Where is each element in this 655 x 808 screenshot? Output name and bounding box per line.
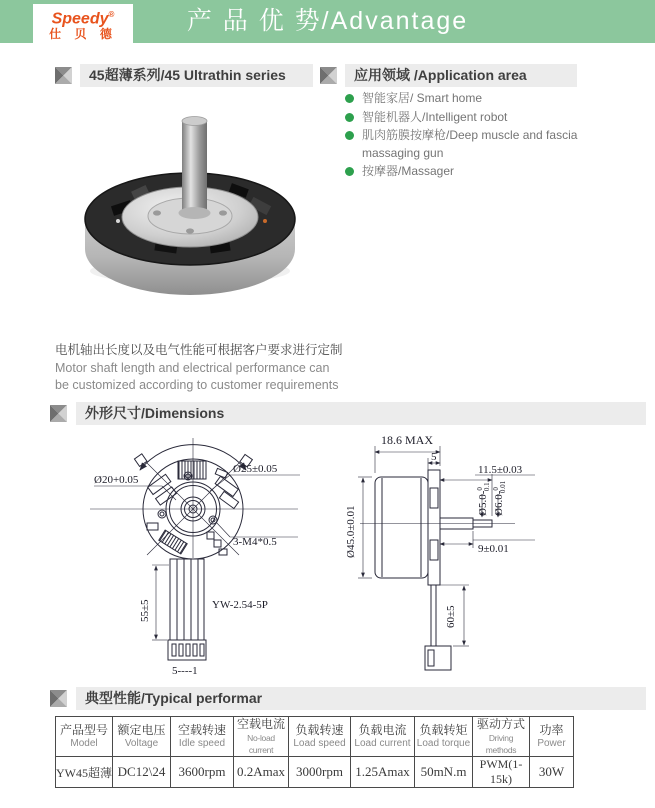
cell-idle-speed: 3600rpm (171, 757, 234, 788)
page-title: 产 品 优 势/Advantage (186, 7, 469, 35)
cell-driving-methods: PWM(1-15k) (473, 757, 530, 788)
cell-model: YW45超薄 (56, 757, 113, 788)
col-driving-methods: 驱动方式 Driving methods (473, 717, 530, 757)
diamond-icon (55, 67, 72, 84)
customization-note (55, 342, 343, 395)
dim-shaft-step: 9±0.01 (478, 543, 509, 555)
col-load-current: 负载电流 Load current (351, 717, 415, 757)
side-view-drawing (345, 428, 655, 686)
bullet-icon (345, 167, 354, 176)
dim-shaft-dia-large: Ø6.0-$^0$0.01 (492, 480, 507, 516)
col-power: 功率 Power (530, 717, 574, 757)
list-item: 智能家居/ Smart home (345, 90, 580, 108)
col-load-speed: 负载转速 Load speed (289, 717, 351, 757)
application-list (345, 90, 580, 182)
list-item: 肌肉筋膜按摩枪/Deep muscle and fascia massaging gun (345, 127, 580, 162)
page-header (0, 0, 655, 43)
dim-shaft-dia-small: Ø5.0-$^0$0.1 (476, 482, 491, 516)
dim-inner-diameter: Ø20+0.05 (94, 474, 139, 486)
dim-connector-type: YW-2.54-5P (212, 599, 268, 611)
col-model: 产品型号 Model (56, 717, 113, 757)
logo-brand-text: Speedy® (51, 10, 115, 28)
diamond-icon (320, 67, 337, 84)
cell-load-speed: 3000rpm (289, 757, 351, 788)
dim-body-diameter: Ø45.0±0.01 (345, 505, 357, 558)
performance-table (55, 716, 574, 788)
dim-outer-diameter: Ø25±0.05 (233, 463, 278, 475)
logo-chinese-text: 仕 贝 德 (49, 27, 117, 42)
dim-wire-length: 55±5 (139, 599, 151, 622)
col-voltage: 额定电压 Voltage (113, 717, 171, 757)
dim-wire-length-side: 60±5 (445, 605, 457, 628)
note-line-cn: 电机轴出长度以及电气性能可根据客户要求进行定制 (55, 343, 343, 357)
diamond-icon (50, 405, 67, 422)
dim-shaft-length: 11.5±0.03 (478, 464, 523, 476)
registered-mark: ® (108, 10, 115, 19)
table-header-row (56, 717, 574, 757)
list-item: 智能机器人/Intelligent robot (345, 109, 580, 127)
table-row (56, 757, 574, 788)
note-line-en2: be customized according to customer requirements (55, 378, 339, 392)
cell-voltage: DC12\24 (113, 757, 171, 788)
cell-no-load-current: 0.2Amax (234, 757, 289, 788)
col-idle-speed: 空载转速 Idle speed (171, 717, 234, 757)
list-item: 按摩器/Massager (345, 163, 580, 181)
dimensions-section-title: 外形尺寸/Dimensions (76, 402, 646, 425)
application-section-title: 应用领域 /Application area (345, 64, 577, 87)
cell-load-torque: 50mN.m (415, 757, 473, 788)
cell-load-current: 1.25Amax (351, 757, 415, 788)
bullet-icon (345, 94, 354, 103)
bullet-icon (345, 131, 354, 140)
diamond-icon (50, 690, 67, 707)
dim-body-width: 18.6 MAX (381, 433, 434, 447)
dim-screw-spec: 3-M4*0.5 (233, 536, 277, 548)
note-line-en1: Motor shaft length and electrical performance can (55, 360, 330, 375)
col-no-load-current: 空载电流 No-load current (234, 717, 289, 757)
performance-section-title: 典型性能/Typical performar (76, 687, 646, 710)
speedy-logo (33, 4, 133, 43)
col-load-torque: 负载转矩 Load torque (415, 717, 473, 757)
series-section-title: 45超薄系列/45 Ultrathin series (80, 64, 313, 87)
front-view-drawing (70, 430, 320, 685)
product-photo-motor (60, 103, 320, 318)
bullet-icon (345, 113, 354, 122)
dim-pin-order: 5----1 (172, 665, 198, 677)
cell-power: 30W (530, 757, 574, 788)
dim-flange-thickness: 5 (431, 451, 437, 463)
